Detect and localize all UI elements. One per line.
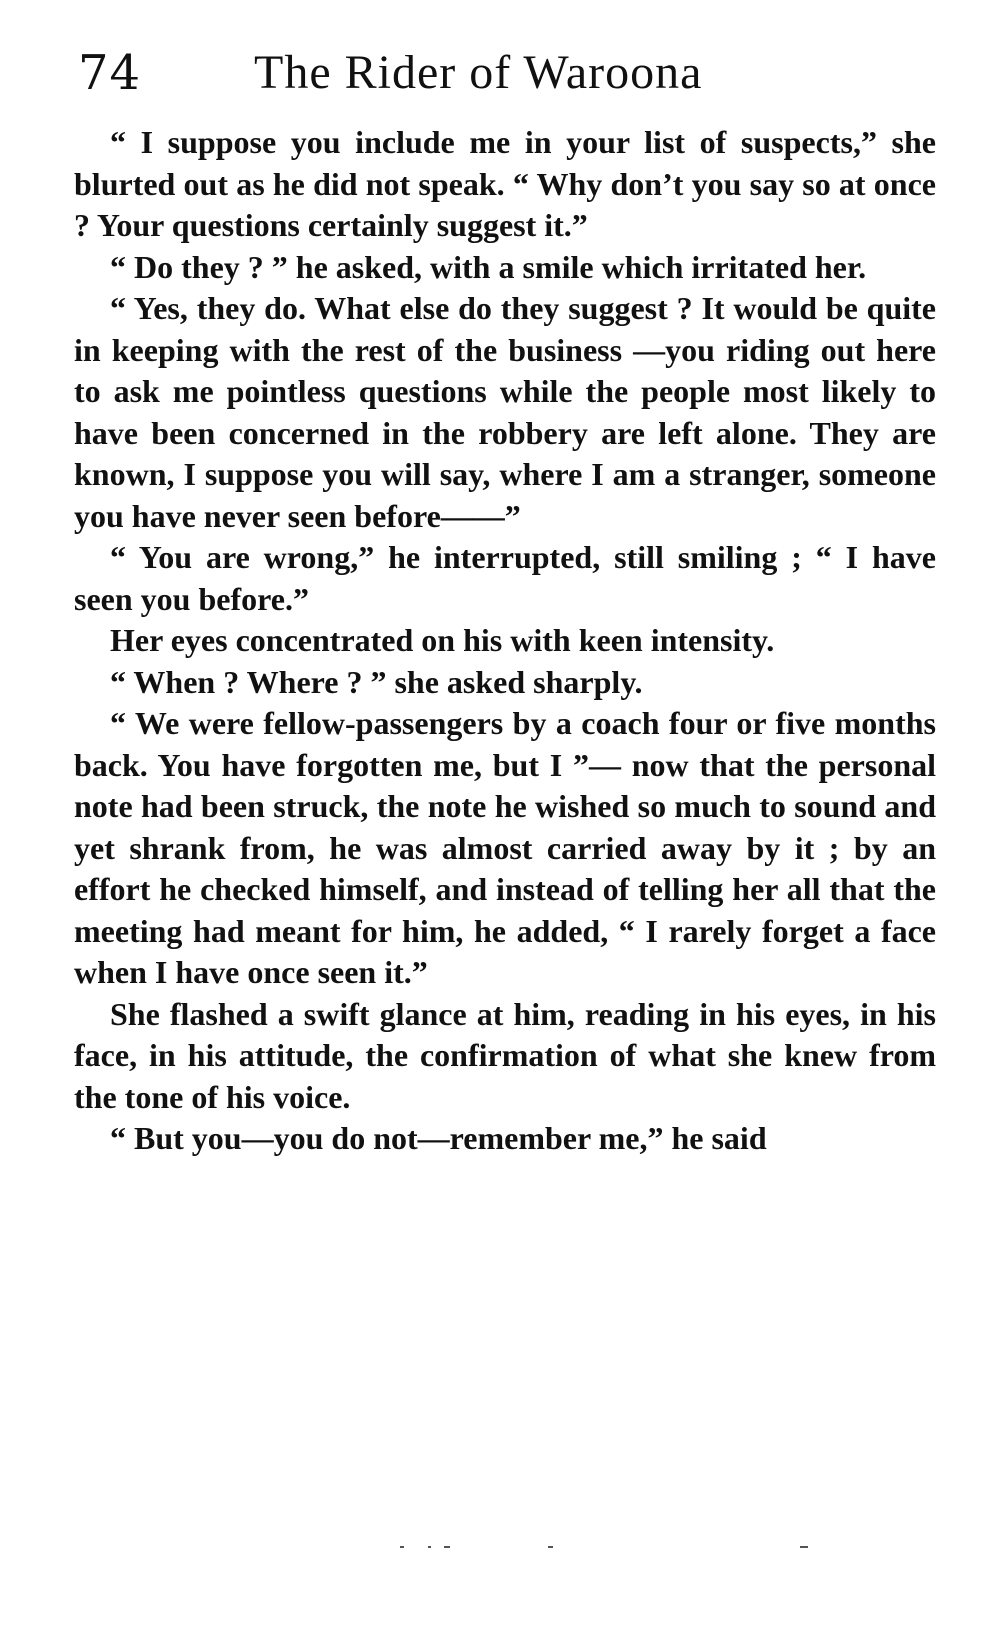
- paragraph: “ I suppose you include me in your list of suspects,” she blurted out as he did not speak. “ Why don’t you say so at once ? Your questions certainly suggest it.”: [74, 124, 936, 243]
- paragraph: “ But you—you do not—remember me,” he said: [110, 1120, 767, 1156]
- body-text: [74, 122, 936, 1160]
- ink-fragment: [400, 1546, 404, 1548]
- page-number: 74: [78, 45, 142, 101]
- ink-fragment: [548, 1546, 553, 1548]
- paragraph: “ Yes, they do. What else do they suggest ? It would be quite in keeping with the rest of the business —you riding out here to ask me pointless questions while the people most likely to have been concerned in the robbery are left alone. They are known, I suppose you will say, where I am a stranger, someone you have never seen before——”: [74, 290, 936, 534]
- paragraph: “ Do they ? ” he asked, with a smile which irritated her.: [110, 248, 867, 285]
- ink-fragment: [428, 1546, 431, 1548]
- paragraph: “ You are wrong,” he interrupted, still smiling ; “ I have seen you before.”: [74, 539, 936, 617]
- ink-fragment: [444, 1546, 450, 1548]
- paragraph: “ We were fellow-passengers by a coach four or five months back. You have forgotten me, but I ”— now that the personal note had been struck, the note he wished so much to sound and yet shrank from, he was almost carried away by it ; by an effort he checked himself, and instead of telling her all that the meeting had meant for him, he added, “ I rarely forget a face when I have once seen it.”: [74, 705, 936, 990]
- next-line-fragments: [400, 1546, 820, 1552]
- running-title: The Rider of Waroona: [254, 46, 703, 99]
- paragraph: Her eyes concentrated on his with keen intensity.: [110, 622, 775, 658]
- paragraph: “ When ? Where ? ” she asked sharply.: [110, 663, 643, 700]
- paragraph: She flashed a swift glance at him, reading in his eyes, in his face, in his attitude, the confirmation of what she knew from the tone of his voice.: [74, 995, 936, 1115]
- ink-fragment: [800, 1546, 808, 1548]
- page-header: [78, 38, 938, 108]
